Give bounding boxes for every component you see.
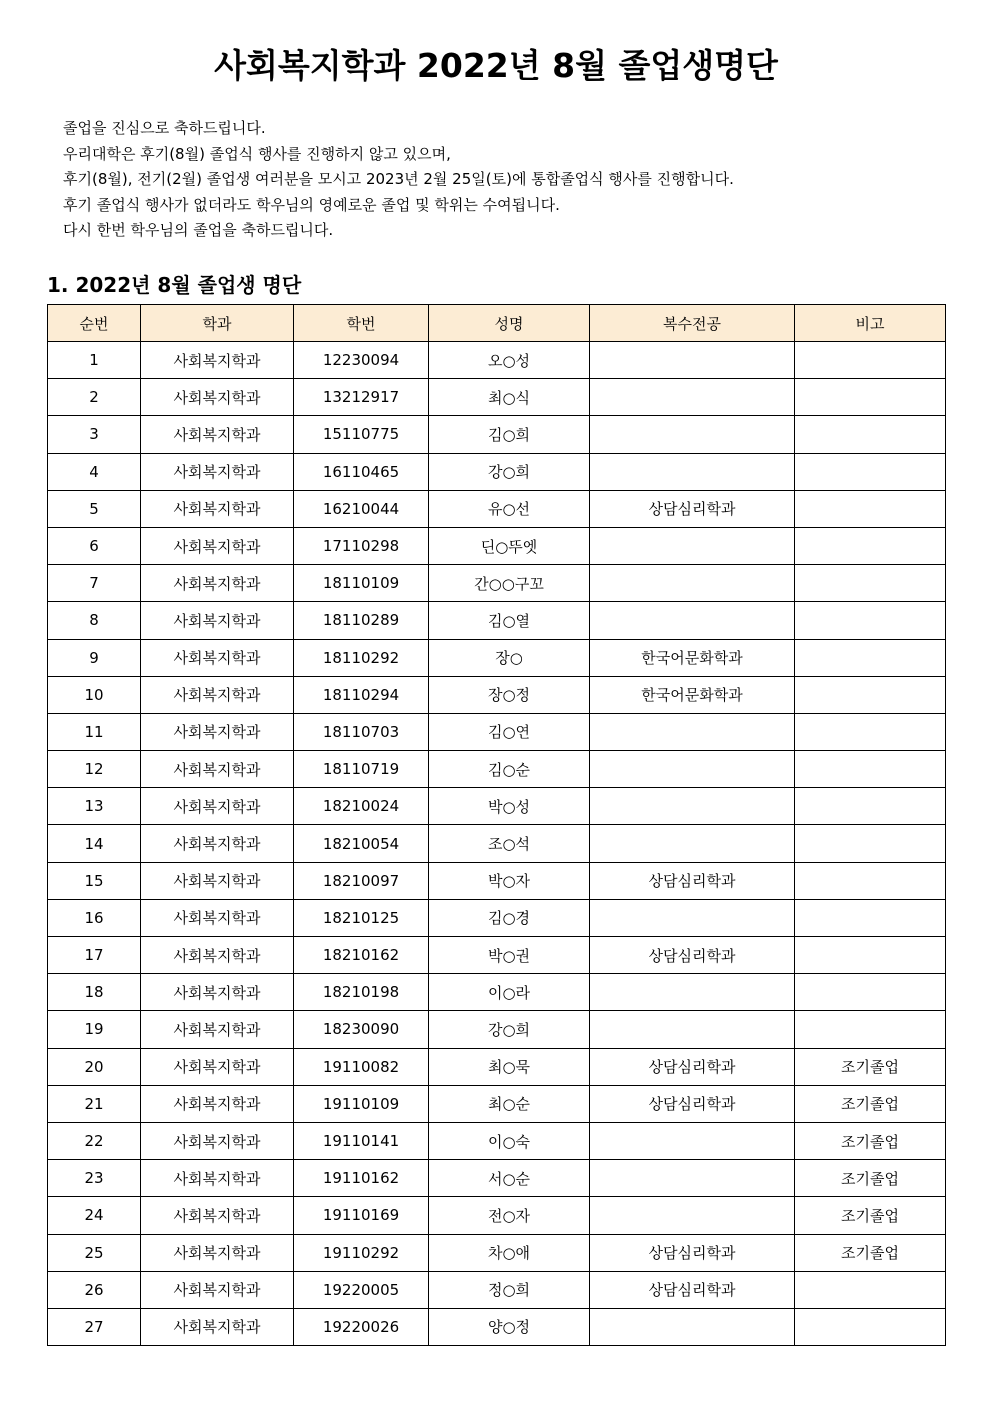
table-row — [48, 676, 946, 713]
cell-department: 사회복지학과 — [141, 453, 294, 490]
cell-double-major — [590, 899, 795, 936]
table-row — [48, 788, 946, 825]
table-row — [48, 602, 946, 639]
cell-student-id: 19220005 — [294, 1271, 429, 1308]
cell-student-id: 16210044 — [294, 490, 429, 527]
cell-double-major — [590, 788, 795, 825]
cell-remarks — [795, 1271, 946, 1308]
cell-name: 장○정 — [429, 676, 590, 713]
intro-line: 졸업을 진심으로 축하드립니다. — [63, 119, 266, 137]
table-row — [48, 453, 946, 490]
intro-line: 우리대학은 후기(8월) 졸업식 행사를 진행하지 않고 있으며, — [63, 144, 451, 163]
table-header-row — [48, 305, 946, 342]
column-header-department: 학과 — [141, 305, 294, 342]
cell-double-major — [590, 1308, 795, 1345]
cell-number: 4 — [48, 453, 141, 490]
cell-name: 강○희 — [429, 1011, 590, 1048]
cell-double-major: 한국어문화학과 — [590, 676, 795, 713]
cell-department: 사회복지학과 — [141, 751, 294, 788]
cell-double-major — [590, 453, 795, 490]
cell-remarks — [795, 602, 946, 639]
cell-name: 박○자 — [429, 862, 590, 899]
cell-number: 25 — [48, 1234, 141, 1271]
cell-double-major — [590, 565, 795, 602]
cell-department: 사회복지학과 — [141, 565, 294, 602]
intro-line: 다시 한번 학우님의 졸업을 축하드립니다. — [63, 221, 334, 240]
cell-department: 사회복지학과 — [141, 1122, 294, 1159]
column-header-name: 성명 — [429, 305, 590, 342]
cell-remarks — [795, 862, 946, 899]
cell-department: 사회복지학과 — [141, 379, 294, 416]
cell-student-id: 18210054 — [294, 825, 429, 862]
table-row — [48, 1085, 946, 1122]
cell-remarks — [795, 1308, 946, 1345]
cell-name: 차○애 — [429, 1234, 590, 1271]
cell-name: 딘○뚜엣 — [429, 527, 590, 564]
cell-student-id: 19110109 — [294, 1085, 429, 1122]
cell-remarks — [795, 453, 946, 490]
cell-remarks — [795, 527, 946, 564]
cell-number: 14 — [48, 825, 141, 862]
cell-student-id: 12230094 — [294, 342, 429, 379]
table-row — [48, 1197, 946, 1234]
cell-student-id: 19220026 — [294, 1308, 429, 1345]
cell-name: 조○석 — [429, 825, 590, 862]
table-row — [48, 825, 946, 862]
cell-student-id: 18210097 — [294, 862, 429, 899]
table-row — [48, 639, 946, 676]
cell-double-major — [590, 713, 795, 750]
table-row — [48, 751, 946, 788]
cell-number: 23 — [48, 1160, 141, 1197]
cell-department: 사회복지학과 — [141, 862, 294, 899]
cell-double-major — [590, 342, 795, 379]
cell-student-id: 19110162 — [294, 1160, 429, 1197]
cell-name: 최○순 — [429, 1085, 590, 1122]
cell-department: 사회복지학과 — [141, 899, 294, 936]
cell-student-id: 16110465 — [294, 453, 429, 490]
cell-department: 사회복지학과 — [141, 490, 294, 527]
cell-student-id: 19110082 — [294, 1048, 429, 1085]
table-row — [48, 1308, 946, 1345]
cell-remarks: 조기졸업 — [795, 1234, 946, 1271]
cell-name: 서○순 — [429, 1160, 590, 1197]
cell-department: 사회복지학과 — [141, 788, 294, 825]
cell-department: 사회복지학과 — [141, 1085, 294, 1122]
cell-double-major: 상담심리학과 — [590, 490, 795, 527]
intro-text — [63, 116, 963, 244]
cell-double-major — [590, 1122, 795, 1159]
table-row — [48, 899, 946, 936]
cell-department: 사회복지학과 — [141, 1234, 294, 1271]
cell-remarks — [795, 379, 946, 416]
table-row — [48, 527, 946, 564]
cell-number: 16 — [48, 899, 141, 936]
cell-remarks — [795, 490, 946, 527]
cell-double-major — [590, 1160, 795, 1197]
cell-remarks — [795, 788, 946, 825]
cell-remarks — [795, 974, 946, 1011]
table-body — [48, 342, 946, 1346]
cell-number: 1 — [48, 342, 141, 379]
cell-department: 사회복지학과 — [141, 676, 294, 713]
cell-department: 사회복지학과 — [141, 1308, 294, 1345]
cell-double-major — [590, 1011, 795, 1048]
table-row — [48, 565, 946, 602]
cell-department: 사회복지학과 — [141, 416, 294, 453]
table-row — [48, 1234, 946, 1271]
cell-remarks — [795, 713, 946, 750]
cell-remarks — [795, 751, 946, 788]
cell-number: 24 — [48, 1197, 141, 1234]
cell-number: 8 — [48, 602, 141, 639]
cell-double-major — [590, 379, 795, 416]
column-header-remarks: 비고 — [795, 305, 946, 342]
column-header-number: 순번 — [48, 305, 141, 342]
cell-double-major: 상담심리학과 — [590, 862, 795, 899]
cell-student-id: 15110775 — [294, 416, 429, 453]
cell-number: 26 — [48, 1271, 141, 1308]
column-header-double-major: 복수전공 — [590, 305, 795, 342]
cell-remarks — [795, 676, 946, 713]
cell-number: 12 — [48, 751, 141, 788]
page-title: 사회복지학과 2022년 8월 졸업생명단 — [214, 46, 778, 85]
cell-name: 장○ — [429, 639, 590, 676]
cell-name: 정○희 — [429, 1271, 590, 1308]
cell-student-id: 13212917 — [294, 379, 429, 416]
cell-department: 사회복지학과 — [141, 1011, 294, 1048]
cell-name: 강○희 — [429, 453, 590, 490]
cell-name: 김○열 — [429, 602, 590, 639]
cell-name: 전○자 — [429, 1197, 590, 1234]
cell-department: 사회복지학과 — [141, 1160, 294, 1197]
cell-number: 10 — [48, 676, 141, 713]
cell-number: 20 — [48, 1048, 141, 1085]
cell-name: 김○연 — [429, 713, 590, 750]
cell-number: 11 — [48, 713, 141, 750]
cell-department: 사회복지학과 — [141, 937, 294, 974]
cell-remarks — [795, 1011, 946, 1048]
cell-student-id: 18110109 — [294, 565, 429, 602]
cell-student-id: 17110298 — [294, 527, 429, 564]
cell-remarks — [795, 899, 946, 936]
intro-line: 후기(8월), 전기(2월) 졸업생 여러분을 모시고 2023년 2월 25일(토)에 통합졸업식 행사를 진행합니다. — [63, 170, 734, 189]
cell-remarks — [795, 416, 946, 453]
cell-department: 사회복지학과 — [141, 1197, 294, 1234]
cell-remarks — [795, 342, 946, 379]
table-row — [48, 416, 946, 453]
table-row — [48, 1048, 946, 1085]
cell-remarks: 조기졸업 — [795, 1085, 946, 1122]
table-row — [48, 713, 946, 750]
table-row — [48, 379, 946, 416]
cell-name: 박○성 — [429, 788, 590, 825]
cell-double-major: 상담심리학과 — [590, 1271, 795, 1308]
cell-remarks: 조기졸업 — [795, 1122, 946, 1159]
cell-remarks — [795, 639, 946, 676]
cell-name: 김○경 — [429, 899, 590, 936]
graduate-table — [47, 304, 946, 1346]
cell-double-major: 한국어문화학과 — [590, 639, 795, 676]
cell-double-major — [590, 416, 795, 453]
cell-double-major: 상담심리학과 — [590, 1048, 795, 1085]
cell-name: 양○정 — [429, 1308, 590, 1345]
table-row — [48, 1271, 946, 1308]
table-row — [48, 1011, 946, 1048]
cell-remarks — [795, 565, 946, 602]
cell-student-id: 19110141 — [294, 1122, 429, 1159]
cell-department: 사회복지학과 — [141, 713, 294, 750]
cell-number: 5 — [48, 490, 141, 527]
section-heading: 1. 2022년 8월 졸업생 명단 — [47, 273, 302, 297]
cell-number: 15 — [48, 862, 141, 899]
cell-student-id: 18110703 — [294, 713, 429, 750]
cell-name: 김○순 — [429, 751, 590, 788]
cell-student-id: 19110292 — [294, 1234, 429, 1271]
cell-name: 유○선 — [429, 490, 590, 527]
cell-double-major: 상담심리학과 — [590, 1234, 795, 1271]
cell-number: 19 — [48, 1011, 141, 1048]
cell-name: 간○○구꼬 — [429, 565, 590, 602]
cell-number: 18 — [48, 974, 141, 1011]
table-row — [48, 974, 946, 1011]
intro-line: 후기 졸업식 행사가 없더라도 학우님의 영예로운 졸업 및 학위는 수여됩니다. — [63, 195, 560, 214]
cell-double-major: 상담심리학과 — [590, 1085, 795, 1122]
cell-number: 13 — [48, 788, 141, 825]
cell-student-id: 19110169 — [294, 1197, 429, 1234]
cell-name: 박○권 — [429, 937, 590, 974]
cell-number: 6 — [48, 527, 141, 564]
cell-number: 17 — [48, 937, 141, 974]
cell-department: 사회복지학과 — [141, 602, 294, 639]
cell-remarks: 조기졸업 — [795, 1197, 946, 1234]
cell-name: 오○성 — [429, 342, 590, 379]
cell-number: 2 — [48, 379, 141, 416]
cell-double-major — [590, 751, 795, 788]
table-row — [48, 862, 946, 899]
cell-name: 최○묵 — [429, 1048, 590, 1085]
cell-student-id: 18110294 — [294, 676, 429, 713]
table-row — [48, 1160, 946, 1197]
cell-double-major — [590, 527, 795, 564]
table-header — [48, 305, 946, 342]
cell-double-major — [590, 1197, 795, 1234]
cell-student-id: 18110292 — [294, 639, 429, 676]
cell-department: 사회복지학과 — [141, 1048, 294, 1085]
table-row — [48, 937, 946, 974]
cell-name: 이○숙 — [429, 1122, 590, 1159]
column-header-student-id: 학번 — [294, 305, 429, 342]
table-row — [48, 490, 946, 527]
table-row — [48, 342, 946, 379]
cell-department: 사회복지학과 — [141, 974, 294, 1011]
cell-department: 사회복지학과 — [141, 1271, 294, 1308]
cell-name: 이○라 — [429, 974, 590, 1011]
cell-number: 9 — [48, 639, 141, 676]
cell-remarks — [795, 937, 946, 974]
cell-double-major — [590, 825, 795, 862]
cell-remarks: 조기졸업 — [795, 1160, 946, 1197]
cell-number: 22 — [48, 1122, 141, 1159]
cell-student-id: 18210024 — [294, 788, 429, 825]
cell-student-id: 18210162 — [294, 937, 429, 974]
cell-student-id: 18110289 — [294, 602, 429, 639]
cell-number: 21 — [48, 1085, 141, 1122]
cell-double-major: 상담심리학과 — [590, 937, 795, 974]
cell-remarks: 조기졸업 — [795, 1048, 946, 1085]
cell-name: 최○식 — [429, 379, 590, 416]
cell-name: 김○희 — [429, 416, 590, 453]
cell-department: 사회복지학과 — [141, 639, 294, 676]
cell-remarks — [795, 825, 946, 862]
cell-student-id: 18210125 — [294, 899, 429, 936]
cell-student-id: 18210198 — [294, 974, 429, 1011]
cell-department: 사회복지학과 — [141, 342, 294, 379]
table-row — [48, 1122, 946, 1159]
cell-double-major — [590, 974, 795, 1011]
cell-number: 27 — [48, 1308, 141, 1345]
cell-number: 3 — [48, 416, 141, 453]
cell-student-id: 18230090 — [294, 1011, 429, 1048]
cell-student-id: 18110719 — [294, 751, 429, 788]
cell-double-major — [590, 602, 795, 639]
cell-department: 사회복지학과 — [141, 527, 294, 564]
cell-number: 7 — [48, 565, 141, 602]
cell-department: 사회복지학과 — [141, 825, 294, 862]
